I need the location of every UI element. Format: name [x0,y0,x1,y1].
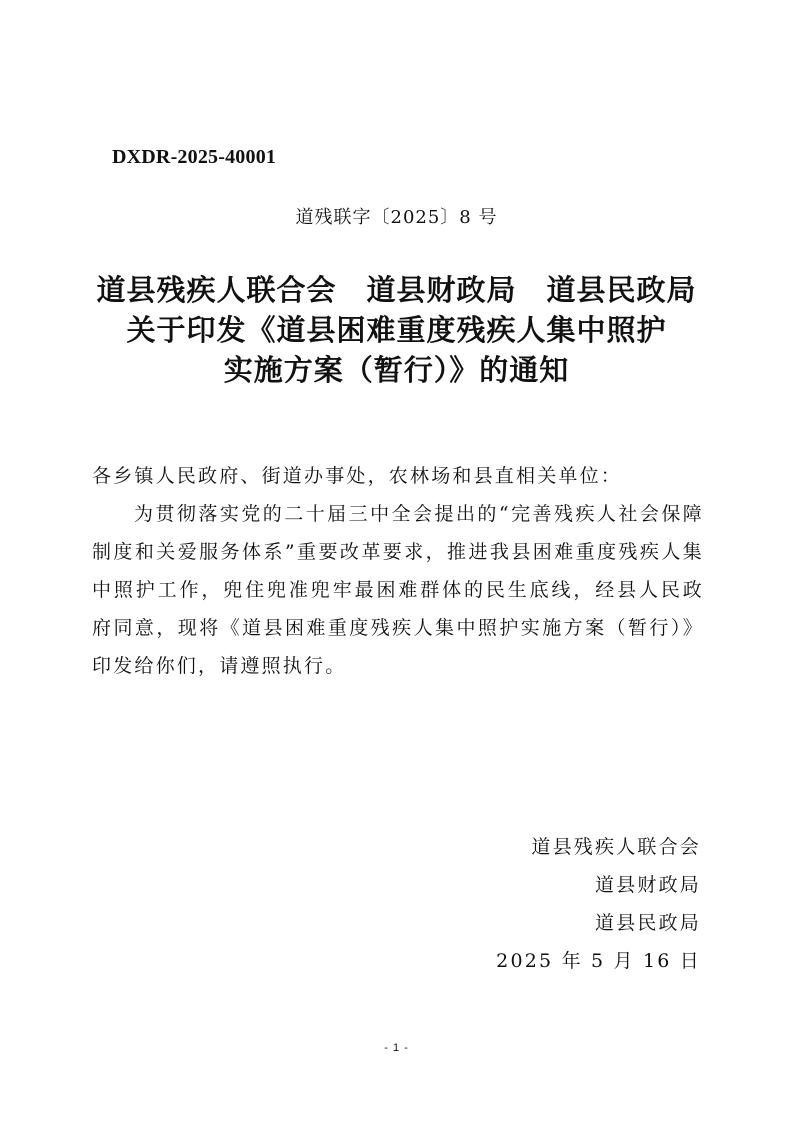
signature-org-finance-bureau: 道县财政局 [594,874,701,896]
signature-org-disabled-persons-federation: 道县残疾人联合会 [531,836,701,858]
title-line: 实施方案（暂行）》的通知 [223,353,570,387]
document-code: DXDR-2025-40001 [112,146,277,168]
document-number: 道残联字〔2025〕8 号 [295,207,498,228]
signature-date: 2025 年 5 月 16 日 [496,950,701,972]
title-line: 关于印发《道县困难重度残疾人集中照护 [126,313,667,347]
body-paragraph: 为贯彻落实党的二十届三中全会提出的“完善残疾人社会保障制度和关爱服务体系”重要改革要求，推进我县困难重度残疾人集中照护工作，兜住兜准兜牢最困难群体的民生底线，经县人民政府同意，现将《道县困难重度残疾人集中照护实施方案（暂行）》印发给你们，请遵照执行。 [92,503,704,677]
salutation: 各乡镇人民政府、街道办事处，农林场和县直相关单位： [92,465,623,487]
signature-block [496,828,701,980]
document-body [92,457,704,685]
title-line: 道县残疾人联合会 道县财政局 道县民政局 [96,273,697,307]
signature-org-civil-affairs-bureau: 道县民政局 [594,912,701,934]
page-number: - 1 - [384,1042,409,1054]
document-title [0,270,793,390]
